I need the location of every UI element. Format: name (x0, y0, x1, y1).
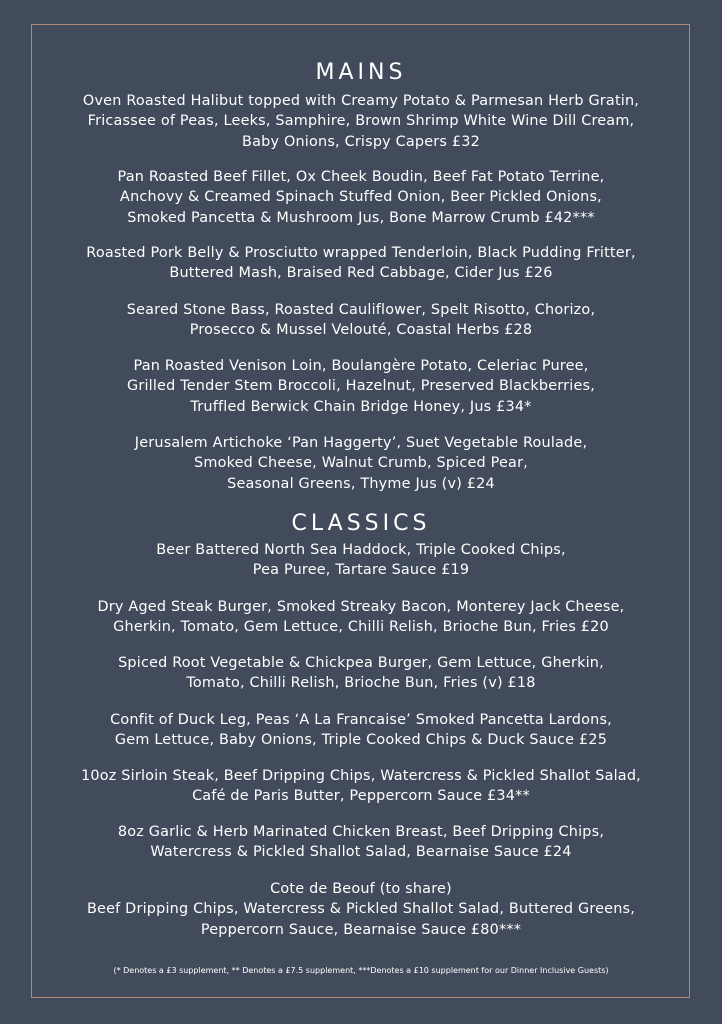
menu-item-line: Smoked Cheese, Walnut Crumb, Spiced Pear, (194, 455, 528, 472)
menu-item-line: Pan Roasted Venison Loin, Boulangère Potato, Celeriac Puree, (133, 358, 589, 374)
menu-item-line: Smoked Pancetta & Mushroom Jus, Bone Marrow Crumb £42*** (127, 209, 595, 226)
menu-item-line: Fricassee of Peas, Leeks, Samphire, Brown Shrimp White Wine Dill Cream, (87, 113, 635, 130)
menu-item-line: Gem Lettuce, Baby Onions, Triple Cooked Chips & Duck Sauce £25 (114, 732, 608, 749)
menu-item-line: Jerusalem Artichoke ‘Pan Haggerty’, Suet Vegetable Roulade, (134, 435, 588, 451)
classics-item-cote-de-beouf (0, 879, 722, 940)
menu-item-line: Café de Paris Butter, Peppercorn Sauce £34** (192, 788, 530, 805)
classics-heading: CLASSICS (291, 511, 431, 536)
menu-item-line: 8oz Garlic & Herb Marinated Chicken Breast, Beef Dripping Chips, (117, 824, 605, 840)
menu-item-line: Beer Battered North Sea Haddock, Triple Cooked Chips, (156, 542, 566, 558)
menu-item-line: Tomato, Chilli Relish, Brioche Bun, Fries (v) £18 (186, 675, 536, 692)
mains-heading: MAINS (315, 60, 407, 85)
menu-item-line: Confit of Duck Leg, Peas ‘A La Francaise’ Smoked Pancetta Lardons, (110, 712, 612, 728)
classics-item-veg-burger (0, 653, 722, 694)
menu-item-line: Grilled Tender Stem Broccoli, Hazelnut, Preserved Blackberries, (126, 378, 596, 395)
menu-item-line: Oven Roasted Halibut topped with Creamy Potato & Parmesan Herb Gratin, (82, 93, 640, 109)
menu-item-line: Roasted Pork Belly & Prosciutto wrapped Tenderloin, Black Pudding Fritter, (86, 245, 636, 261)
classics-item-steak-burger (0, 597, 722, 638)
supplement-footnote: (* Denotes a £3 supplement, ** Denotes a £7.5 supplement, ***Denotes a £10 supplement for our Dinner Inclusive Guests) (113, 966, 609, 975)
menu-item-line: Baby Onions, Crispy Capers £32 (242, 133, 480, 150)
mains-item-beef-fillet (0, 167, 722, 228)
classics-item-sirloin (0, 766, 722, 807)
menu-item-line: Cote de Beouf (to share) (270, 881, 452, 897)
mains-item-stone-bass (0, 300, 722, 341)
menu-item-line: Peppercorn Sauce, Bearnaise Sauce £80*** (200, 921, 522, 938)
classics-item-duck-leg (0, 710, 722, 751)
menu-item-line: Gherkin, Tomato, Gem Lettuce, Chilli Relish, Brioche Bun, Fries £20 (113, 619, 609, 636)
menu-item-line: Beef Dripping Chips, Watercress & Pickled Shallot Salad, Buttered Greens, (86, 901, 636, 918)
classics-item-haddock (0, 540, 722, 581)
mains-item-venison (0, 356, 722, 417)
menu-item-line: Dry Aged Steak Burger, Smoked Streaky Bacon, Monterey Jack Cheese, (97, 599, 625, 615)
menu-item-line: Prosecco & Mussel Velouté, Coastal Herbs £28 (189, 322, 533, 339)
mains-item-artichoke (0, 433, 722, 494)
menu-item-line: Seared Stone Bass, Roasted Cauliflower, Spelt Risotto, Chorizo, (126, 302, 596, 318)
mains-item-pork-belly (0, 243, 722, 284)
mains-item-halibut (0, 91, 722, 152)
menu-item-line: 10oz Sirloin Steak, Beef Dripping Chips, Watercress & Pickled Shallot Salad, (81, 768, 641, 784)
classics-item-chicken (0, 822, 722, 863)
menu-item-line: Watercress & Pickled Shallot Salad, Bearnaise Sauce £24 (150, 844, 572, 861)
menu-item-line: Pan Roasted Beef Fillet, Ox Cheek Boudin, Beef Fat Potato Terrine, (117, 169, 605, 185)
menu-item-line: Pea Puree, Tartare Sauce £19 (252, 562, 470, 579)
menu-item-line: Buttered Mash, Braised Red Cabbage, Cider Jus £26 (169, 265, 553, 282)
menu-item-line: Anchovy & Creamed Spinach Stuffed Onion, Beer Pickled Onions, (120, 189, 602, 206)
menu-item-line: Truffled Berwick Chain Bridge Honey, Jus £34* (190, 398, 532, 415)
menu-item-line: Seasonal Greens, Thyme Jus (v) £24 (227, 475, 495, 492)
menu-item-line: Spiced Root Vegetable & Chickpea Burger, Gem Lettuce, Gherkin, (118, 655, 604, 671)
